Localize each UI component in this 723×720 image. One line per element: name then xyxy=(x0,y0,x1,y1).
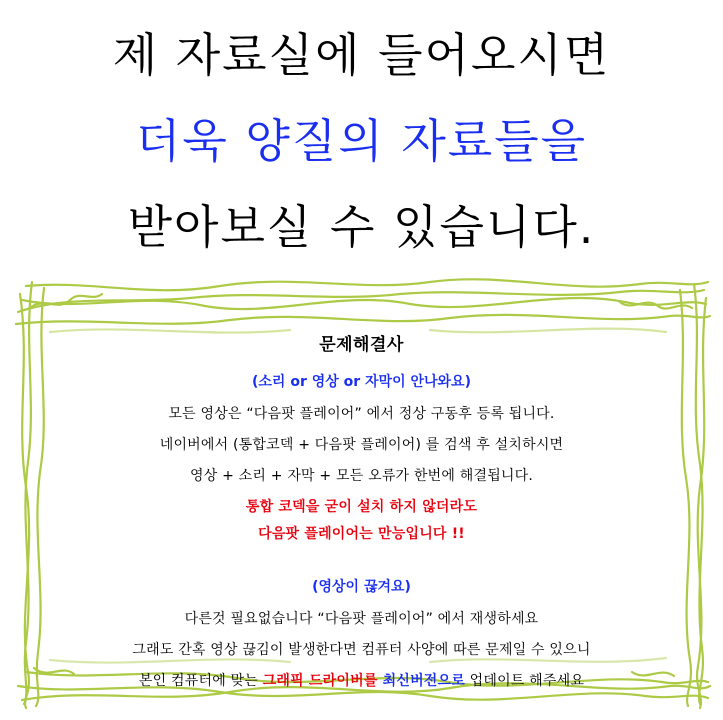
section1-subtitle: (소리 or 영상 or 자막이 안나와요) xyxy=(252,374,471,390)
section2-subtitle-prefix: (영상이 xyxy=(312,579,364,595)
section2-subtitle xyxy=(40,576,683,596)
section1-line-2: 네이버에서 (통합코덱 + 다음팟 플레이어) 를 검색 후 설치하시면 xyxy=(159,437,564,453)
section2-line-1: 다른것 필요없습니다 “다음팟 플레이어” 에서 재생하세요 xyxy=(184,611,539,627)
headline-line-3: 받아보실 수 있습니다. xyxy=(127,200,596,254)
section2-last-red: 그래픽 드라이버를 xyxy=(262,673,383,689)
section2-last-line xyxy=(40,670,683,690)
content-title: 문제해결사 xyxy=(319,335,404,355)
headline-block xyxy=(0,12,723,270)
section2-last-prefix: 본인 컴퓨터에 맞는 xyxy=(138,673,263,689)
headline-line-2: 더욱 양질의 자료들을 xyxy=(135,114,588,168)
section2-line-2: 그래도 간혹 영상 끊김이 발생한다면 컴퓨터 사양에 따른 문제일 수 있으니 xyxy=(132,642,591,658)
section1-warn-1: 통합 코덱을 굳이 설치 하지 않더라도 xyxy=(245,499,478,515)
section2-subtitle-suffix: ) xyxy=(404,579,411,595)
headline-line-1: 제 자료실에 들어오시면 xyxy=(112,28,611,82)
section-divider-gap xyxy=(40,550,683,576)
content-block xyxy=(40,330,683,701)
section2-last-blue: 최신버전으로 xyxy=(382,673,465,689)
section1-warn-2: 다음팟 플레이어는 만능입니다 !! xyxy=(258,526,465,542)
section1-line-1: 모든 영상은 “다음팟 플레이어” 에서 정상 구동후 등록 됩니다. xyxy=(168,406,555,422)
section2-last-suffix: 업데이트 해주세요 xyxy=(464,673,585,689)
section2-subtitle-highlight: 끊겨요 xyxy=(363,579,405,595)
section1-line-3: 영상 + 소리 + 자막 + 모든 오류가 한번에 해결됩니다. xyxy=(189,468,534,484)
